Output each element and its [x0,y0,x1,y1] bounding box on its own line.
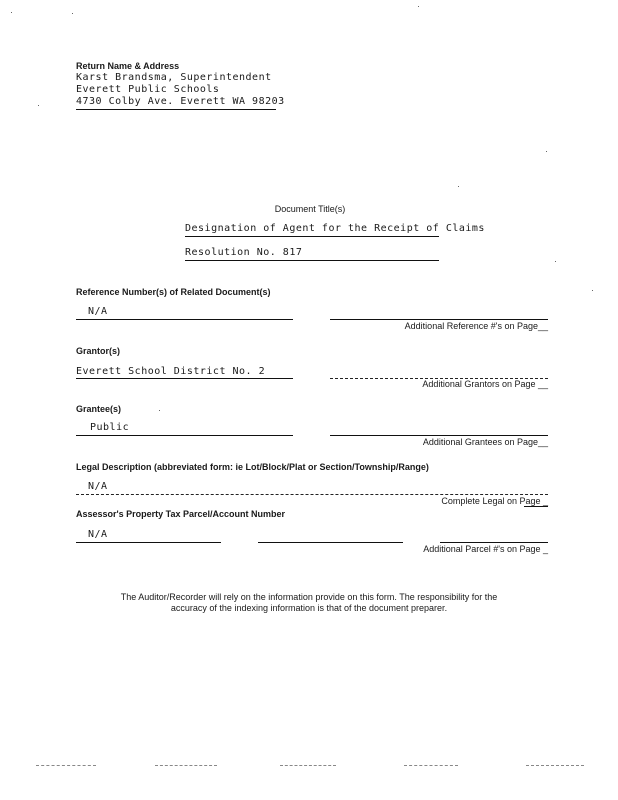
document-title-heading: Document Title(s) [274,204,346,214]
return-name: Karst Brandsma, Superintendent [76,72,272,83]
scan-speck [38,105,39,106]
parcel-heading: Assessor's Property Tax Parcel/Account Number [76,509,286,519]
parcel-value: N/A [88,529,108,540]
parcel-line-1 [76,542,221,543]
grantee-line [76,435,293,436]
reference-additional-label: Additional Reference #'s on Page__ [404,321,548,331]
scan-speck [592,290,593,291]
scan-speck [546,151,547,152]
scan-speck [458,186,459,187]
grantee-additional-line [330,435,548,436]
scan-speck [11,12,12,13]
document-title-1: Designation of Agent for the Receipt of Claims [185,223,485,234]
legal-description-heading: Legal Description (abbreviated form: ie Lot/Block/Plat or Section/Township/Range) [76,462,429,472]
scan-edge-mark [280,765,336,766]
parcel-additional-label: Additional Parcel #'s on Page _ [423,544,548,554]
grantor-value: Everett School District No. 2 [76,366,266,377]
return-organization: Everett Public Schools [76,84,220,95]
scan-edge-mark [404,765,458,766]
notice-line-2: accuracy of the indexing information is that of the document preparer. [170,603,448,613]
legal-complete-blank [524,506,548,507]
grantee-heading: Grantee(s) [76,404,122,414]
document-title-2: Resolution No. 817 [185,247,303,258]
parcel-line-3 [440,542,548,543]
scan-speck [72,13,73,14]
reference-heading: Reference Number(s) of Related Document(s) [76,287,271,297]
scan-speck [159,410,160,411]
return-address-underline [76,109,276,110]
grantee-additional-label: Additional Grantees on Page__ [422,437,548,447]
legal-description-value: N/A [88,481,108,492]
reference-value: N/A [88,306,108,317]
legal-description-line [76,494,548,495]
reference-additional-line [330,319,548,320]
return-street-address: 4730 Colby Ave. Everett WA 98203 [76,96,285,107]
scan-edge-mark [526,765,584,766]
document-title-2-line [185,260,439,261]
scan-speck [555,261,556,262]
grantee-value: Public [90,422,130,433]
scan-edge-mark [36,765,96,766]
reference-line [76,319,293,320]
document-title-1-line [185,236,439,237]
grantor-line [76,378,293,379]
grantor-heading: Grantor(s) [76,346,121,356]
legal-complete-label: Complete Legal on Page _ [441,496,548,506]
parcel-line-2 [258,542,403,543]
return-address-heading: Return Name & Address [76,61,180,71]
scan-edge-mark [155,765,217,766]
grantor-additional-label: Additional Grantors on Page __ [422,379,548,389]
scan-speck [418,6,419,7]
notice-line-1: The Auditor/Recorder will rely on the information provide on this form. The responsibility for the [120,592,498,602]
